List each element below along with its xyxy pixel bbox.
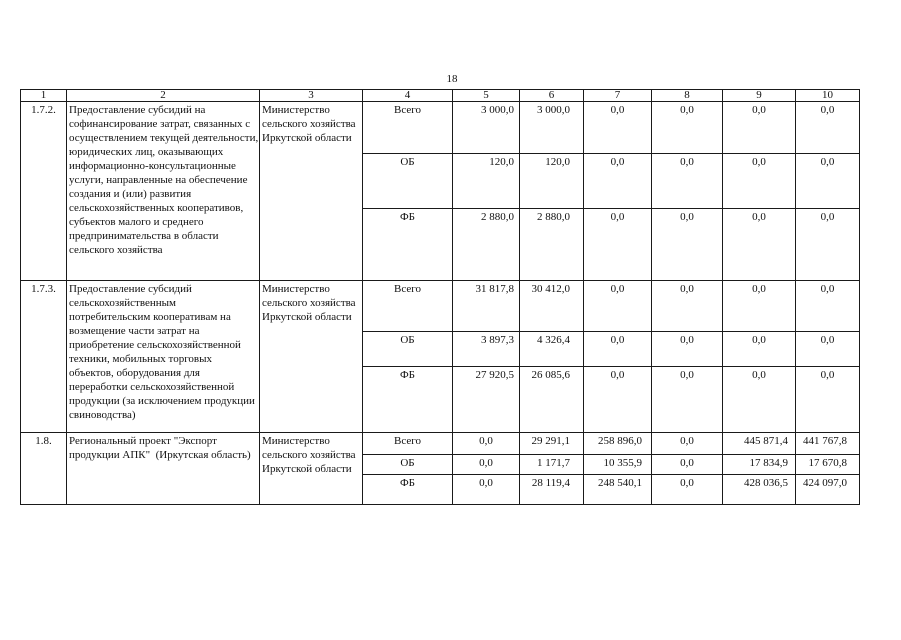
description-line: приобретение сельскохозяйственной xyxy=(69,339,241,351)
column-header-7: 7 xyxy=(584,90,652,102)
value-col-5: 27 920,5 xyxy=(453,367,520,433)
description-line: сельскохозяйственным xyxy=(69,297,176,309)
value-col-10: 0,0 xyxy=(796,209,860,281)
value-col-9: 0,0 xyxy=(723,367,796,433)
value-col-6: 26 085,6 xyxy=(520,367,584,433)
executor-line: сельского хозяйства xyxy=(262,449,356,461)
value-col-6: 2 880,0 xyxy=(520,209,584,281)
column-header-9: 9 xyxy=(723,90,796,102)
description-line: сельского хозяйства xyxy=(69,244,163,256)
value-col-7: 0,0 xyxy=(584,102,652,154)
value-col-8: 0,0 xyxy=(652,475,723,505)
responsible-executor xyxy=(260,102,363,281)
value-col-7: 0,0 xyxy=(584,209,652,281)
executor-line: сельского хозяйства xyxy=(262,297,356,309)
description-line: потребительским кооперативам на xyxy=(69,311,231,323)
column-header-1: 1 xyxy=(21,90,67,102)
column-header-4: 4 xyxy=(363,90,453,102)
value-col-9: 0,0 xyxy=(723,209,796,281)
executor-line: Министерство xyxy=(262,435,330,447)
value-col-5: 0,0 xyxy=(453,455,520,475)
funding-source-label: Всего xyxy=(363,433,453,455)
funding-source-label: ФБ xyxy=(363,367,453,433)
value-col-5: 3 000,0 xyxy=(453,102,520,154)
value-col-10: 17 670,8 xyxy=(796,455,860,475)
value-col-6: 28 119,4 xyxy=(520,475,584,505)
page-number: 18 xyxy=(446,73,458,85)
description-line: свиноводства) xyxy=(69,409,136,421)
column-header-3: 3 xyxy=(260,90,363,102)
item-description xyxy=(67,102,260,281)
value-col-8: 0,0 xyxy=(652,332,723,367)
value-col-10: 441 767,8 xyxy=(796,433,860,455)
value-col-6: 120,0 xyxy=(520,154,584,209)
value-col-8: 0,0 xyxy=(652,209,723,281)
description-line: осуществлением текущей деятельности, xyxy=(69,132,259,144)
value-col-7: 10 355,9 xyxy=(584,455,652,475)
value-col-6: 1 171,7 xyxy=(520,455,584,475)
value-col-8: 0,0 xyxy=(652,455,723,475)
executor-line: Иркутской области xyxy=(262,311,352,323)
description-line: возмещение части затрат на xyxy=(69,325,200,337)
funding-source-label: Всего xyxy=(363,102,453,154)
description-line: переработки сельскохозяйственной xyxy=(69,381,235,393)
description-line: Предоставление субсидий на xyxy=(69,104,206,116)
funding-source-label: ОБ xyxy=(363,332,453,367)
responsible-executor xyxy=(260,433,363,505)
description-line: Региональный проект "Экспорт xyxy=(69,435,217,447)
value-col-7: 258 896,0 xyxy=(584,433,652,455)
funding-source-label: Всего xyxy=(363,281,453,332)
description-line: предпринимательства в области xyxy=(69,230,219,242)
column-header-2: 2 xyxy=(67,90,260,102)
item-description xyxy=(67,281,260,433)
value-col-9: 0,0 xyxy=(723,102,796,154)
value-col-8: 0,0 xyxy=(652,433,723,455)
value-col-10: 0,0 xyxy=(796,332,860,367)
value-col-8: 0,0 xyxy=(652,281,723,332)
value-col-10: 0,0 xyxy=(796,154,860,209)
value-col-9: 0,0 xyxy=(723,154,796,209)
value-col-7: 0,0 xyxy=(584,367,652,433)
item-number: 1.7.2. xyxy=(21,102,67,281)
item-row xyxy=(21,433,860,455)
value-col-8: 0,0 xyxy=(652,102,723,154)
description-line: сельскохозяйственных кооперативов, xyxy=(69,202,244,214)
description-line: продукции (за исключением продукции xyxy=(69,395,255,407)
column-header-6: 6 xyxy=(520,90,584,102)
executor-line: сельского хозяйства xyxy=(262,118,356,130)
description-line: юридических лиц, оказывающих xyxy=(69,146,224,158)
executor-line: Иркутской области xyxy=(262,463,352,475)
value-col-9: 0,0 xyxy=(723,332,796,367)
value-col-5: 120,0 xyxy=(453,154,520,209)
value-col-7: 0,0 xyxy=(584,281,652,332)
funding-source-label: ОБ xyxy=(363,455,453,475)
value-col-10: 0,0 xyxy=(796,367,860,433)
funding-source-label: ОБ xyxy=(363,154,453,209)
value-col-6: 29 291,1 xyxy=(520,433,584,455)
value-col-9: 445 871,4 xyxy=(723,433,796,455)
item-description xyxy=(67,433,260,505)
value-col-7: 248 540,1 xyxy=(584,475,652,505)
value-col-6: 4 326,4 xyxy=(520,332,584,367)
value-col-9: 428 036,5 xyxy=(723,475,796,505)
description-line: софинансирование затрат, связанных с xyxy=(69,118,251,130)
executor-line: Министерство xyxy=(262,104,330,116)
description-line: информационно-консультационные xyxy=(69,160,236,172)
table-body xyxy=(21,102,860,505)
item-number: 1.8. xyxy=(21,433,67,505)
description-line: объектов, оборудования для xyxy=(69,367,200,379)
item-row xyxy=(21,281,860,332)
budget-table xyxy=(20,89,860,505)
executor-line: Министерство xyxy=(262,283,330,295)
value-col-10: 0,0 xyxy=(796,102,860,154)
item-row xyxy=(21,102,860,154)
funding-source-label: ФБ xyxy=(363,475,453,505)
value-col-5: 0,0 xyxy=(453,475,520,505)
description-line: Предоставление субсидий xyxy=(69,283,192,295)
value-col-5: 31 817,8 xyxy=(453,281,520,332)
value-col-5: 2 880,0 xyxy=(453,209,520,281)
value-col-7: 0,0 xyxy=(584,332,652,367)
description-line: создания и (или) развития xyxy=(69,188,192,200)
description-line: продукции АПК" (Иркутская область) xyxy=(69,449,251,461)
value-col-10: 0,0 xyxy=(796,281,860,332)
column-header-10: 10 xyxy=(796,90,860,102)
value-col-9: 0,0 xyxy=(723,281,796,332)
description-line: техники, мобильных торговых xyxy=(69,353,213,365)
value-col-6: 30 412,0 xyxy=(520,281,584,332)
value-col-8: 0,0 xyxy=(652,154,723,209)
executor-line: Иркутской области xyxy=(262,132,352,144)
value-col-9: 17 834,9 xyxy=(723,455,796,475)
value-col-5: 0,0 xyxy=(453,433,520,455)
value-col-6: 3 000,0 xyxy=(520,102,584,154)
funding-source-label: ФБ xyxy=(363,209,453,281)
column-number-row xyxy=(21,90,860,102)
value-col-8: 0,0 xyxy=(652,367,723,433)
description-line: субъектов малого и среднего xyxy=(69,216,204,228)
value-col-7: 0,0 xyxy=(584,154,652,209)
column-header-8: 8 xyxy=(652,90,723,102)
value-col-10: 424 097,0 xyxy=(796,475,860,505)
responsible-executor xyxy=(260,281,363,433)
value-col-5: 3 897,3 xyxy=(453,332,520,367)
item-number: 1.7.3. xyxy=(21,281,67,433)
column-header-5: 5 xyxy=(453,90,520,102)
description-line: услуги, направленные на обеспечение xyxy=(69,174,248,186)
